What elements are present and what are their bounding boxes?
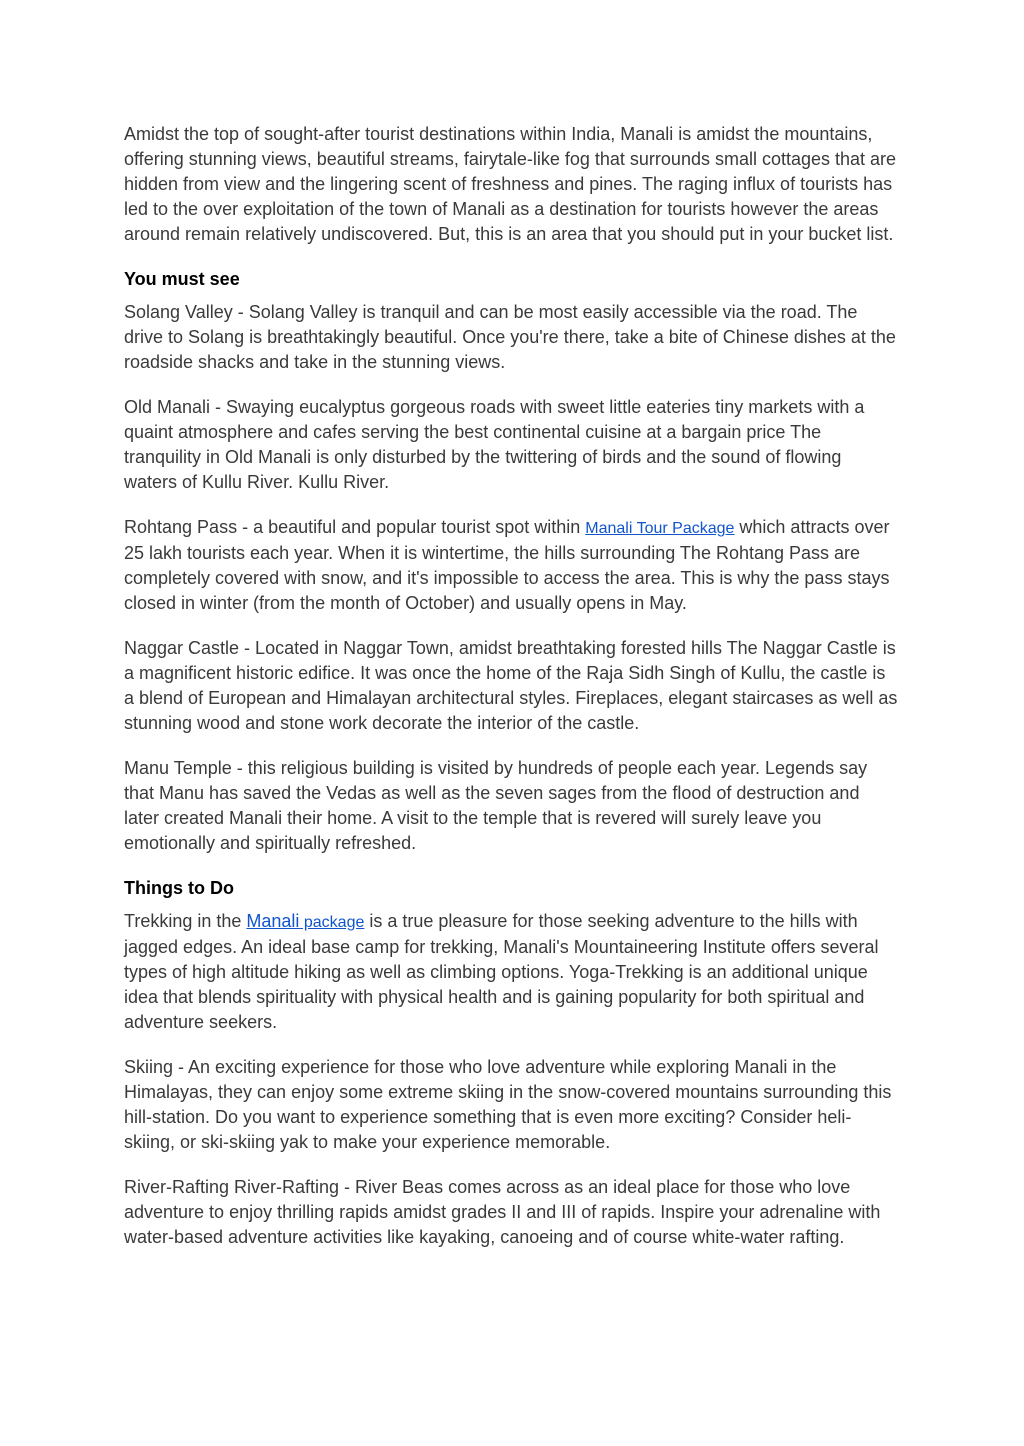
trekking-paragraph xyxy=(124,909,899,1035)
must-see-heading: You must see xyxy=(124,269,240,289)
solang-valley-paragraph: Solang Valley - Solang Valley is tranquil and can be most easily accessible via the road. The drive to Solang is breathtakingly beautiful. Once you're there, take a bite of Chinese dishes at the roadside shacks and take in the stunning views. xyxy=(124,302,896,372)
rohtang-text-after: which attracts over 25 lakh tourists each year. When it is wintertime, the hills surrounding The Rohtang Pass are completely covered with snow, and it's impossible to access the area. This is why the pass stays closed in winter (from the month of October) and usually opens in May. xyxy=(124,517,890,613)
river-rafting-paragraph: River-Rafting River-Rafting - River Beas comes across as an ideal place for those who love adventure to enjoy thrilling rapids amidst grades II and III of rapids. Inspire your adrenaline with water-based adventure activities like kayaking, canoeing and of course white-water rafting. xyxy=(124,1177,881,1247)
manali-package-link-small[interactable]: package xyxy=(299,914,365,931)
manali-package-link[interactable] xyxy=(246,911,364,931)
manali-package-link-big[interactable]: Manali xyxy=(246,911,300,931)
things-to-do-heading: Things to Do xyxy=(124,878,234,898)
rohtang-pass-paragraph xyxy=(124,515,899,616)
trekking-text-after: is a true pleasure for those seeking adventure to the hills with jagged edges. An ideal base camp for trekking, Manali's Mountaineering Institute offers several types of high altitude hiking as well as climbing options. Yoga-Trekking is an additional unique idea that blends spirituality with physical health and is gaining popularity for both spiritual and adventure seekers. xyxy=(124,911,879,1032)
manali-tour-package-link[interactable]: Manali Tour Package xyxy=(585,520,735,537)
skiing-paragraph: Skiing - An exciting experience for those who love adventure while exploring Manali in the Himalayas, they can enjoy some extreme skiing in the snow-covered mountains surrounding this hill-station. Do you want to experience something that is even more exciting? Consider heli-skiing, or ski-skiing yak to make your experience memorable. xyxy=(124,1057,892,1152)
rohtang-text-before: Rohtang Pass - a beautiful and popular tourist spot within xyxy=(124,517,586,537)
old-manali-paragraph: Old Manali - Swaying eucalyptus gorgeous roads with sweet little eateries tiny markets with a quaint atmosphere and cafes serving the best continental cuisine at a bargain price The tranquility in Old Manali is only disturbed by the twittering of birds and the sound of flowing waters of Kullu River. Kullu River. xyxy=(124,397,865,492)
intro-paragraph: Amidst the top of sought-after tourist destinations within India, Manali is amidst the mountains, offering stunning views, beautiful streams, fairytale-like fog that surrounds small cottages that are hidden from view and the lingering scent of freshness and pines. The raging influx of tourists has led to the over exploitation of the town of Manali as a destination for tourists however the areas around remain relatively undiscovered. But, this is an area that you should put in your bucket list. xyxy=(124,124,897,244)
naggar-castle-paragraph: Naggar Castle - Located in Naggar Town, amidst breathtaking forested hills The Naggar Castle is a magnificent historic edifice. It was once the home of the Raja Sidh Singh of Kullu, the castle is a blend of European and Himalayan architectural styles. Fireplaces, elegant staircases as well as stunning wood and stone work decorate the interior of the castle. xyxy=(124,638,898,733)
manu-temple-paragraph: Manu Temple - this religious building is visited by hundreds of people each year. Legends say that Manu has saved the Vedas as well as the seven sages from the flood of destruction and later created Manali their home. A visit to the temple that is revered will surely leave you emotionally and spiritually refreshed. xyxy=(124,758,868,853)
trekking-text-before: Trekking in the xyxy=(124,911,247,931)
document-page xyxy=(124,122,899,1270)
